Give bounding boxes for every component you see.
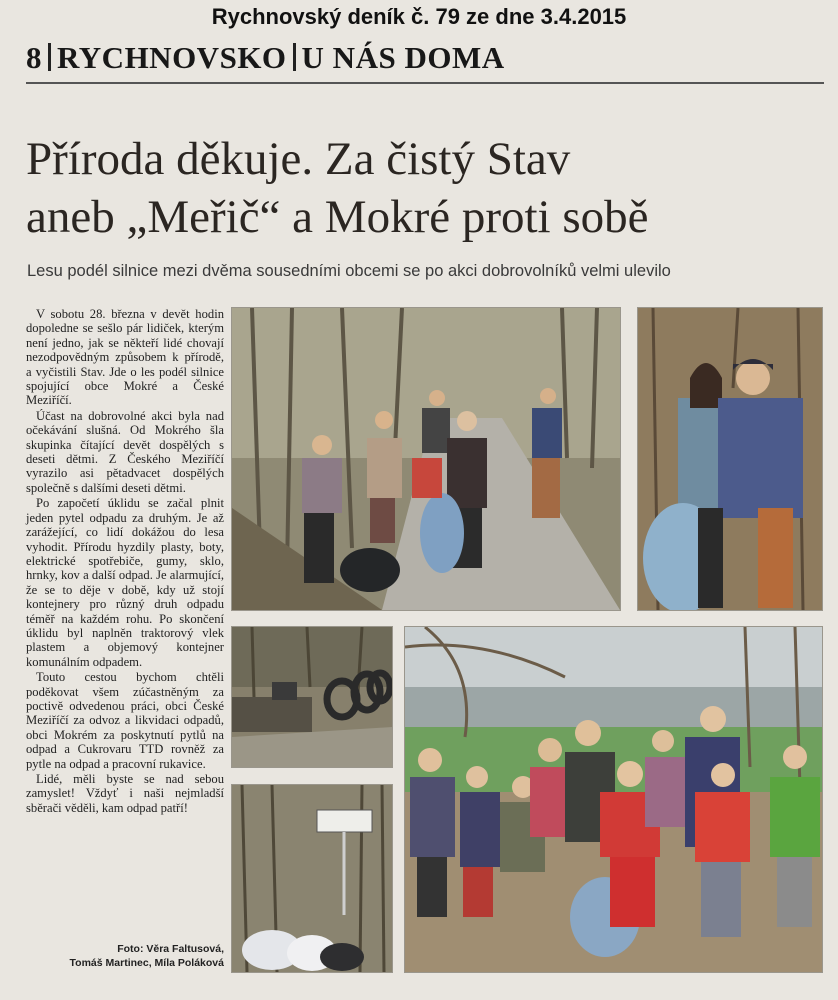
page-number: 8 (26, 40, 42, 75)
photo-credit (26, 942, 224, 970)
headline-line-2: aneb „Meřič“ a Mokré proti sobě (26, 191, 649, 243)
section-name: RYCHNOVSKO (57, 40, 287, 75)
section-divider (293, 43, 296, 71)
headline (26, 130, 826, 246)
section-rubric: U NÁS DOMA (301, 40, 505, 75)
paragraph: Touto cestou bychom chtěli poděkovat všem zúčastněným za poctivě odvedenou práci, obci České Meziříčí za odvoz a likvidaci odpadů, obci Mokrém za poskytnutí pytlů na odpad a Cukrovaru TTD rovněž za pytle na odpad a pracovní rukavice. (26, 670, 224, 771)
section-header (26, 40, 826, 80)
paragraph: Po započetí úklidu se začal plnit jeden pytel odpadu za druhým. Je až zarážející, co lidí dokážou do lesa vyhodit. Přírodu hyzdily plasty, boty, elektrické spotřebiče, gumy, sklo, hrnky, kov a další odpad. Je alarmující, že se to děje v době, kdy už stojí kontejnery pro různý druh odpadu téměř na každém rohu. Po skončení úklidu byl naplněn traktorový vlek plastem a objemový kontejner komunálním odpadem. (26, 496, 224, 669)
subheadline: Lesu podél silnice mezi dvěma sousedními obcemi se po akci dobrovolníků velmi ulevilo (27, 262, 671, 280)
section-rule (26, 82, 824, 84)
section-divider (48, 43, 51, 71)
photo-sign-with-bags (231, 784, 393, 973)
clip-header: Rychnovský deník č. 79 ze dne 3.4.2015 (211, 4, 627, 29)
photo-credit-line-1: Foto: Věra Faltusová, (117, 943, 224, 955)
photo-tire-pile (231, 626, 393, 768)
photo-women-with-bag (637, 307, 823, 611)
paragraph: Účast na dobrovolné akci byla nad očekávání slušná. Od Mokrého šla skupinka čítající devět dospělých s deseti dětmi. Z Českého Meziříčí vyrazilo asi pětadvacet dospělých společně s dalšími deseti dětmi. (26, 408, 224, 495)
photo-credit-line-2: Tomáš Martinec, Míla Poláková (69, 957, 224, 969)
photo-children-group (404, 626, 823, 973)
article-body (26, 307, 224, 815)
paragraph: V sobotu 28. března v devět hodin dopoledne se sešlo pár lidiček, kterým není jedno, jak se někteří lidé chovají nezodpovědným způsobem k přírodě, a vyčistili Stav. Jde o les podél silnice spojující obce Mokré a České Meziříčí. (26, 307, 224, 408)
headline-line-1: Příroda děkuje. Za čistý Stav (26, 133, 571, 185)
photo-volunteers-on-road (231, 307, 621, 611)
paragraph: Lidé, měli byste se nad sebou zamyslet! Vždyť i naši nejmladší sběrači věděli, kam odpad patří! (26, 772, 224, 815)
